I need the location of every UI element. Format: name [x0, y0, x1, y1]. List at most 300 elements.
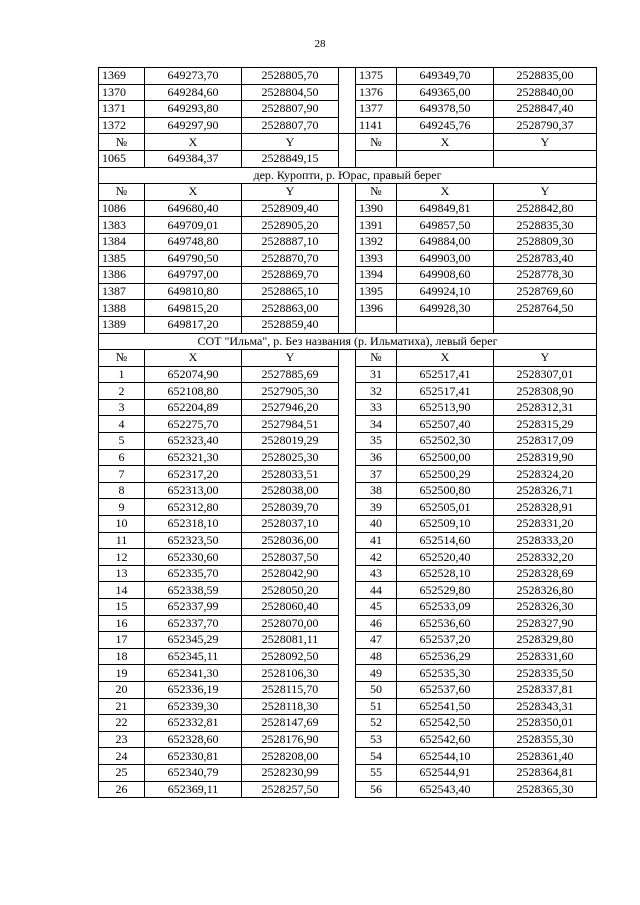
x-coordinate: 652332,81 [145, 715, 242, 732]
column-gap [339, 117, 356, 134]
column-gap [339, 532, 356, 549]
y-coordinate: 2528909,40 [242, 200, 339, 217]
point-number: 1375 [356, 68, 397, 85]
point-number: 26 [99, 781, 145, 798]
y-coordinate: 2528327,90 [494, 615, 597, 632]
column-gap [339, 217, 356, 234]
table-row [99, 316, 597, 333]
table-row [99, 549, 597, 566]
point-number: 33 [356, 399, 397, 416]
x-coordinate: 649273,70 [145, 68, 242, 85]
point-number: 3 [99, 399, 145, 416]
column-gap [339, 681, 356, 698]
x-coordinate: 652204,89 [145, 399, 242, 416]
y-coordinate: 2528307,01 [494, 366, 597, 383]
x-coordinate: 649384,37 [145, 150, 242, 167]
x-coordinate: 652345,29 [145, 632, 242, 649]
y-coordinate: 2528326,80 [494, 582, 597, 599]
table-row [99, 267, 597, 284]
x-coordinate: 652313,00 [145, 482, 242, 499]
y-coordinate: 2528807,70 [242, 117, 339, 134]
y-coordinate: 2527885,69 [242, 366, 339, 383]
point-number: 20 [99, 681, 145, 698]
x-coordinate: 652337,99 [145, 599, 242, 616]
point-number: 44 [356, 582, 397, 599]
table-row [99, 416, 597, 433]
x-coordinate: 649928,30 [397, 300, 494, 317]
x-coordinate: 652505,01 [397, 499, 494, 516]
header-no: № [99, 350, 145, 367]
y-coordinate: 2528863,00 [242, 300, 339, 317]
column-gap [339, 101, 356, 118]
point-number: 1372 [99, 117, 145, 134]
point-number: 52 [356, 715, 397, 732]
column-gap [339, 150, 356, 167]
header-x: X [145, 350, 242, 367]
table-row [99, 482, 597, 499]
table-row [99, 150, 597, 167]
y-coordinate: 2528869,70 [242, 267, 339, 284]
table-row [99, 466, 597, 483]
y-coordinate: 2528329,80 [494, 632, 597, 649]
x-coordinate: 649293,80 [145, 101, 242, 118]
x-coordinate: 649857,50 [397, 217, 494, 234]
column-gap [339, 316, 356, 333]
y-coordinate: 2528326,30 [494, 599, 597, 616]
table-row [99, 217, 597, 234]
x-coordinate: 652535,30 [397, 665, 494, 682]
point-number: 23 [99, 731, 145, 748]
x-coordinate: 652500,29 [397, 466, 494, 483]
point-number: 10 [99, 516, 145, 533]
column-gap [339, 184, 356, 201]
point-number: 1371 [99, 101, 145, 118]
point-number: 14 [99, 582, 145, 599]
point-number: 1387 [99, 283, 145, 300]
y-coordinate: 2528324,20 [494, 466, 597, 483]
section-header-row [99, 333, 597, 350]
column-gap [339, 267, 356, 284]
point-number: 46 [356, 615, 397, 632]
y-coordinate: 2528807,90 [242, 101, 339, 118]
x-coordinate: 652318,10 [145, 516, 242, 533]
y-coordinate: 2528842,80 [494, 200, 597, 217]
column-gap [339, 665, 356, 682]
column-gap [339, 615, 356, 632]
column-header-row [99, 350, 597, 367]
table-row [99, 615, 597, 632]
y-coordinate: 2528081,11 [242, 632, 339, 649]
y-coordinate: 2528308,90 [494, 383, 597, 400]
point-number: 53 [356, 731, 397, 748]
point-number: 9 [99, 499, 145, 516]
y-coordinate: 2528025,30 [242, 449, 339, 466]
y-coordinate: 2528036,00 [242, 532, 339, 549]
y-coordinate: 2528328,69 [494, 565, 597, 582]
x-coordinate: 652543,40 [397, 781, 494, 798]
y-coordinate: 2528315,29 [494, 416, 597, 433]
point-number: 1396 [356, 300, 397, 317]
x-coordinate: 652369,11 [145, 781, 242, 798]
column-gap [339, 482, 356, 499]
table-row [99, 399, 597, 416]
point-number [356, 150, 397, 167]
x-coordinate: 649884,00 [397, 233, 494, 250]
point-number: 36 [356, 449, 397, 466]
x-coordinate: 649378,50 [397, 101, 494, 118]
point-number: 1369 [99, 68, 145, 85]
point-number: 16 [99, 615, 145, 632]
table-row [99, 781, 597, 798]
header-x: X [397, 134, 494, 151]
header-x: X [397, 350, 494, 367]
point-number: 1065 [99, 150, 145, 167]
x-coordinate: 652275,70 [145, 416, 242, 433]
point-number: 49 [356, 665, 397, 682]
x-coordinate: 652528,10 [397, 565, 494, 582]
x-coordinate: 652336,19 [145, 681, 242, 698]
y-coordinate: 2528039,70 [242, 499, 339, 516]
column-header-row [99, 134, 597, 151]
y-coordinate: 2528147,69 [242, 715, 339, 732]
point-number: 40 [356, 516, 397, 533]
point-number: 50 [356, 681, 397, 698]
header-y: Y [494, 350, 597, 367]
y-coordinate: 2528050,20 [242, 582, 339, 599]
point-number: 31 [356, 366, 397, 383]
x-coordinate: 652330,60 [145, 549, 242, 566]
point-number: 38 [356, 482, 397, 499]
point-number: 54 [356, 748, 397, 765]
table-row [99, 565, 597, 582]
point-number: 2 [99, 383, 145, 400]
y-coordinate: 2528257,50 [242, 781, 339, 798]
y-coordinate: 2528840,00 [494, 84, 597, 101]
table-row [99, 648, 597, 665]
y-coordinate: 2528331,60 [494, 648, 597, 665]
y-coordinate: 2528835,30 [494, 217, 597, 234]
header-y: Y [242, 184, 339, 201]
y-coordinate: 2528865,10 [242, 283, 339, 300]
x-coordinate: 649810,80 [145, 283, 242, 300]
x-coordinate: 649245,76 [397, 117, 494, 134]
column-gap [339, 748, 356, 765]
y-coordinate: 2528364,81 [494, 764, 597, 781]
point-number: 1392 [356, 233, 397, 250]
header-x: X [397, 184, 494, 201]
x-coordinate [397, 150, 494, 167]
column-gap [339, 731, 356, 748]
column-gap [339, 383, 356, 400]
y-coordinate: 2528070,00 [242, 615, 339, 632]
column-gap [339, 466, 356, 483]
page-number: 28 [314, 38, 326, 50]
point-number: 1388 [99, 300, 145, 317]
y-coordinate: 2528038,00 [242, 482, 339, 499]
x-coordinate: 652507,40 [397, 416, 494, 433]
point-number: 56 [356, 781, 397, 798]
y-coordinate: 2528042,90 [242, 565, 339, 582]
header-x: X [145, 184, 242, 201]
section-header-row [99, 167, 597, 184]
x-coordinate: 649817,20 [145, 316, 242, 333]
column-gap [339, 698, 356, 715]
y-coordinate: 2528037,50 [242, 549, 339, 566]
y-coordinate: 2528312,31 [494, 399, 597, 416]
point-number: 1395 [356, 283, 397, 300]
header-no: № [356, 184, 397, 201]
table-row [99, 68, 597, 85]
y-coordinate [494, 316, 597, 333]
point-number: 1141 [356, 117, 397, 134]
y-coordinate: 2528805,70 [242, 68, 339, 85]
point-number [356, 316, 397, 333]
table-row [99, 200, 597, 217]
y-coordinate: 2528764,50 [494, 300, 597, 317]
table-row [99, 516, 597, 533]
x-coordinate: 652520,40 [397, 549, 494, 566]
y-coordinate: 2528343,31 [494, 698, 597, 715]
x-coordinate: 652500,80 [397, 482, 494, 499]
point-number: 25 [99, 764, 145, 781]
x-coordinate: 649903,00 [397, 250, 494, 267]
x-coordinate: 649297,90 [145, 117, 242, 134]
table-row [99, 101, 597, 118]
point-number: 45 [356, 599, 397, 616]
x-coordinate: 652513,90 [397, 399, 494, 416]
y-coordinate: 2528790,37 [494, 117, 597, 134]
y-coordinate: 2528337,81 [494, 681, 597, 698]
point-number: 1383 [99, 217, 145, 234]
table-row [99, 433, 597, 450]
table-row [99, 366, 597, 383]
x-coordinate: 652533,09 [397, 599, 494, 616]
point-number: 35 [356, 433, 397, 450]
point-number: 39 [356, 499, 397, 516]
table-row [99, 250, 597, 267]
x-coordinate: 649680,40 [145, 200, 242, 217]
x-coordinate: 652338,59 [145, 582, 242, 599]
column-gap [339, 549, 356, 566]
x-coordinate: 652517,41 [397, 366, 494, 383]
point-number: 1370 [99, 84, 145, 101]
x-coordinate: 652321,30 [145, 449, 242, 466]
point-number: 18 [99, 648, 145, 665]
column-gap [339, 399, 356, 416]
header-no: № [99, 134, 145, 151]
column-gap [339, 134, 356, 151]
x-coordinate: 652536,29 [397, 648, 494, 665]
y-coordinate: 2528335,50 [494, 665, 597, 682]
y-coordinate: 2528118,30 [242, 698, 339, 715]
x-coordinate: 652323,40 [145, 433, 242, 450]
table-row [99, 764, 597, 781]
y-coordinate: 2528317,09 [494, 433, 597, 450]
column-gap [339, 68, 356, 85]
y-coordinate: 2528783,40 [494, 250, 597, 267]
y-coordinate: 2528106,30 [242, 665, 339, 682]
column-gap [339, 416, 356, 433]
point-number: 1 [99, 366, 145, 383]
point-number: 5 [99, 433, 145, 450]
point-number: 11 [99, 532, 145, 549]
point-number: 51 [356, 698, 397, 715]
y-coordinate: 2528033,51 [242, 466, 339, 483]
x-coordinate: 652345,11 [145, 648, 242, 665]
column-gap [339, 200, 356, 217]
x-coordinate: 652544,91 [397, 764, 494, 781]
y-coordinate: 2528332,20 [494, 549, 597, 566]
x-coordinate: 652514,60 [397, 532, 494, 549]
x-coordinate [397, 316, 494, 333]
x-coordinate: 652544,10 [397, 748, 494, 765]
section-title: дер. Куропти, р. Юрас, правый берег [99, 167, 597, 184]
table-row [99, 233, 597, 250]
column-gap [339, 300, 356, 317]
y-coordinate: 2528326,71 [494, 482, 597, 499]
point-number: 1394 [356, 267, 397, 284]
coordinates-table [98, 67, 597, 798]
point-number: 17 [99, 632, 145, 649]
point-number: 1386 [99, 267, 145, 284]
column-gap [339, 250, 356, 267]
point-number: 1376 [356, 84, 397, 101]
point-number: 1391 [356, 217, 397, 234]
y-coordinate: 2528849,15 [242, 150, 339, 167]
point-number: 55 [356, 764, 397, 781]
column-gap [339, 366, 356, 383]
column-gap [339, 781, 356, 798]
x-coordinate: 652537,20 [397, 632, 494, 649]
y-coordinate: 2528835,00 [494, 68, 597, 85]
table-row [99, 632, 597, 649]
y-coordinate: 2528870,70 [242, 250, 339, 267]
point-number: 1384 [99, 233, 145, 250]
y-coordinate: 2528208,00 [242, 748, 339, 765]
x-coordinate: 649709,01 [145, 217, 242, 234]
y-coordinate: 2527905,30 [242, 383, 339, 400]
table-row [99, 681, 597, 698]
y-coordinate: 2528361,40 [494, 748, 597, 765]
y-coordinate: 2528319,90 [494, 449, 597, 466]
point-number: 1086 [99, 200, 145, 217]
column-gap [339, 715, 356, 732]
column-gap [339, 350, 356, 367]
y-coordinate: 2527946,20 [242, 399, 339, 416]
y-coordinate: 2528331,20 [494, 516, 597, 533]
point-number: 1377 [356, 101, 397, 118]
header-y: Y [494, 184, 597, 201]
point-number: 13 [99, 565, 145, 582]
column-gap [339, 582, 356, 599]
x-coordinate: 652317,20 [145, 466, 242, 483]
x-coordinate: 649790,50 [145, 250, 242, 267]
y-coordinate: 2528905,20 [242, 217, 339, 234]
y-coordinate: 2528092,50 [242, 648, 339, 665]
point-number: 7 [99, 466, 145, 483]
x-coordinate: 649815,20 [145, 300, 242, 317]
x-coordinate: 652337,70 [145, 615, 242, 632]
header-no: № [99, 184, 145, 201]
point-number: 1389 [99, 316, 145, 333]
x-coordinate: 649349,70 [397, 68, 494, 85]
y-coordinate [494, 150, 597, 167]
column-gap [339, 632, 356, 649]
y-coordinate: 2528333,20 [494, 532, 597, 549]
column-gap [339, 433, 356, 450]
y-coordinate: 2528115,70 [242, 681, 339, 698]
point-number: 22 [99, 715, 145, 732]
section-title: СОТ "Ильма", р. Без названия (р. Ильматиха), левый берег [99, 333, 597, 350]
column-gap [339, 449, 356, 466]
table-row [99, 449, 597, 466]
y-coordinate: 2528365,30 [494, 781, 597, 798]
point-number: 15 [99, 599, 145, 616]
x-coordinate: 652330,81 [145, 748, 242, 765]
y-coordinate: 2528769,60 [494, 283, 597, 300]
x-coordinate: 652536,60 [397, 615, 494, 632]
table-row [99, 748, 597, 765]
point-number: 24 [99, 748, 145, 765]
table-row [99, 599, 597, 616]
y-coordinate: 2527984,51 [242, 416, 339, 433]
point-number: 6 [99, 449, 145, 466]
column-gap [339, 516, 356, 533]
x-coordinate: 652542,50 [397, 715, 494, 732]
table-row [99, 383, 597, 400]
y-coordinate: 2528778,30 [494, 267, 597, 284]
x-coordinate: 649924,10 [397, 283, 494, 300]
column-gap [339, 84, 356, 101]
x-coordinate: 652335,70 [145, 565, 242, 582]
x-coordinate: 649849,81 [397, 200, 494, 217]
column-header-row [99, 184, 597, 201]
y-coordinate: 2528350,01 [494, 715, 597, 732]
table-row [99, 665, 597, 682]
table-row [99, 283, 597, 300]
y-coordinate: 2528804,50 [242, 84, 339, 101]
y-coordinate: 2528847,40 [494, 101, 597, 118]
x-coordinate: 649365,00 [397, 84, 494, 101]
x-coordinate: 652541,50 [397, 698, 494, 715]
y-coordinate: 2528809,30 [494, 233, 597, 250]
header-no: № [356, 134, 397, 151]
table-row [99, 300, 597, 317]
table-row [99, 715, 597, 732]
x-coordinate: 652328,60 [145, 731, 242, 748]
point-number: 1385 [99, 250, 145, 267]
y-coordinate: 2528859,40 [242, 316, 339, 333]
y-coordinate: 2528060,40 [242, 599, 339, 616]
point-number: 48 [356, 648, 397, 665]
x-coordinate: 652340,79 [145, 764, 242, 781]
point-number: 21 [99, 698, 145, 715]
y-coordinate: 2528176,90 [242, 731, 339, 748]
x-coordinate: 652509,10 [397, 516, 494, 533]
point-number: 34 [356, 416, 397, 433]
x-coordinate: 652537,60 [397, 681, 494, 698]
x-coordinate: 652323,50 [145, 532, 242, 549]
point-number: 19 [99, 665, 145, 682]
header-no: № [356, 350, 397, 367]
column-gap [339, 764, 356, 781]
x-coordinate: 652542,60 [397, 731, 494, 748]
x-coordinate: 652500,00 [397, 449, 494, 466]
table-row [99, 117, 597, 134]
table-row [99, 698, 597, 715]
x-coordinate: 652341,30 [145, 665, 242, 682]
x-coordinate: 649797,00 [145, 267, 242, 284]
